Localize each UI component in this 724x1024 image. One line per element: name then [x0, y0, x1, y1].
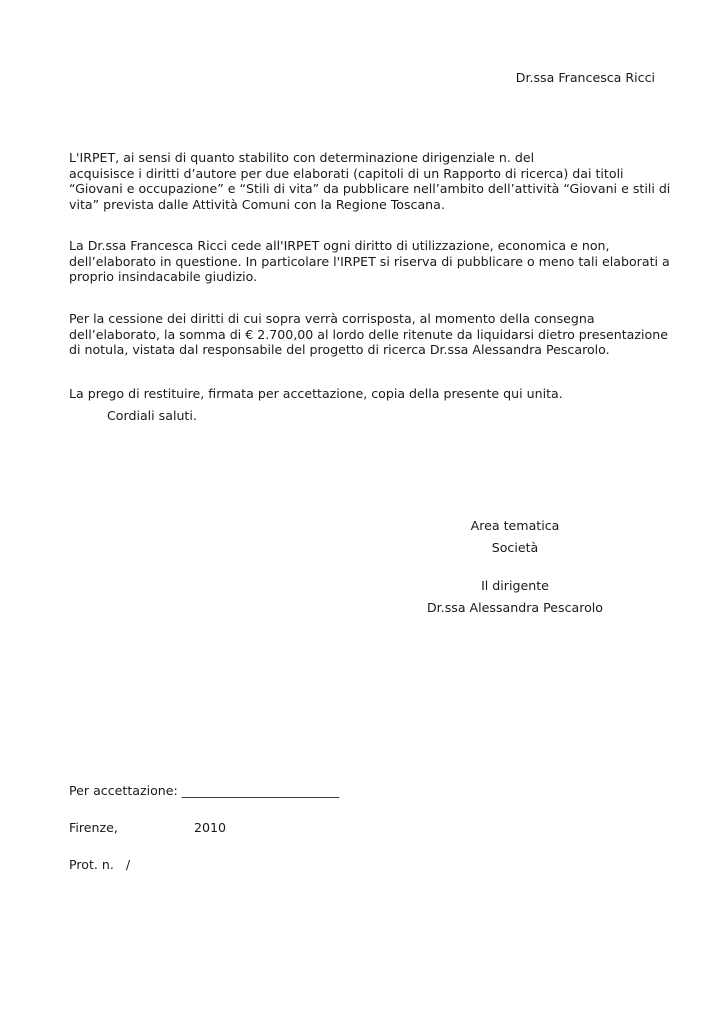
recipient-name: Dr.ssa Francesca Ricci — [515, 70, 655, 85]
acceptance-line: Per accettazione: _________________________ — [69, 783, 340, 798]
area-name: Società — [491, 540, 539, 555]
protocol-number: Prot. n. / — [69, 857, 131, 872]
paragraph-rights — [69, 238, 669, 285]
paragraph-determination — [69, 150, 669, 212]
paragraph-line: L'IRPET, ai sensi di quanto stabilito con determinazione dirigenziale n. del — [69, 150, 535, 165]
paragraph-line: La Dr.ssa Francesca Ricci cede all'IRPET ogni diritto di utilizzazione, economica e non, — [69, 238, 610, 253]
year: 2010 — [194, 820, 227, 835]
paragraph-line: dell’elaborato, la somma di € 2.700,00 al lordo delle ritenute da liquidarsi dietro presentazione — [69, 326, 668, 342]
signature-block — [415, 518, 615, 615]
paragraph-line: acquisisce i diritti d’autore per due elaborati (capitoli di un Rapporto di ricerca) dai titoli — [69, 165, 624, 181]
paragraph-line: vita” prevista dalle Attività Comuni con la Regione Toscana. — [69, 196, 445, 212]
paragraph-payment — [69, 311, 669, 358]
paragraph-line: dell’elaborato in questione. In particolare l'IRPET si riserva di pubblicare o meno tali elaborati a — [69, 253, 670, 269]
paragraph-line: di notula, vistata dal responsabile del progetto di ricerca Dr.ssa Alessandra Pescarolo. — [69, 342, 610, 357]
paragraph-line: Per la cessione dei diritti di cui sopra verrà corrisposta, al momento della consegna — [69, 311, 595, 326]
paragraph-line: proprio insindacabile giudizio. — [69, 269, 258, 284]
area-label: Area tematica — [470, 518, 560, 533]
signer-name: Dr.ssa Alessandra Pescarolo — [426, 599, 604, 615]
place: Firenze, — [69, 820, 118, 835]
greeting: Cordiali saluti. — [107, 408, 197, 423]
signer-role: Il dirigente — [481, 577, 549, 593]
paragraph-line: “Giovani e occupazione” e “Stili di vita” da pubblicare nell’ambito dell’attività “Giovani e stili di — [69, 181, 671, 196]
return-request: La prego di restituire, firmata per accettazione, copia della presente qui unita. — [69, 386, 563, 401]
